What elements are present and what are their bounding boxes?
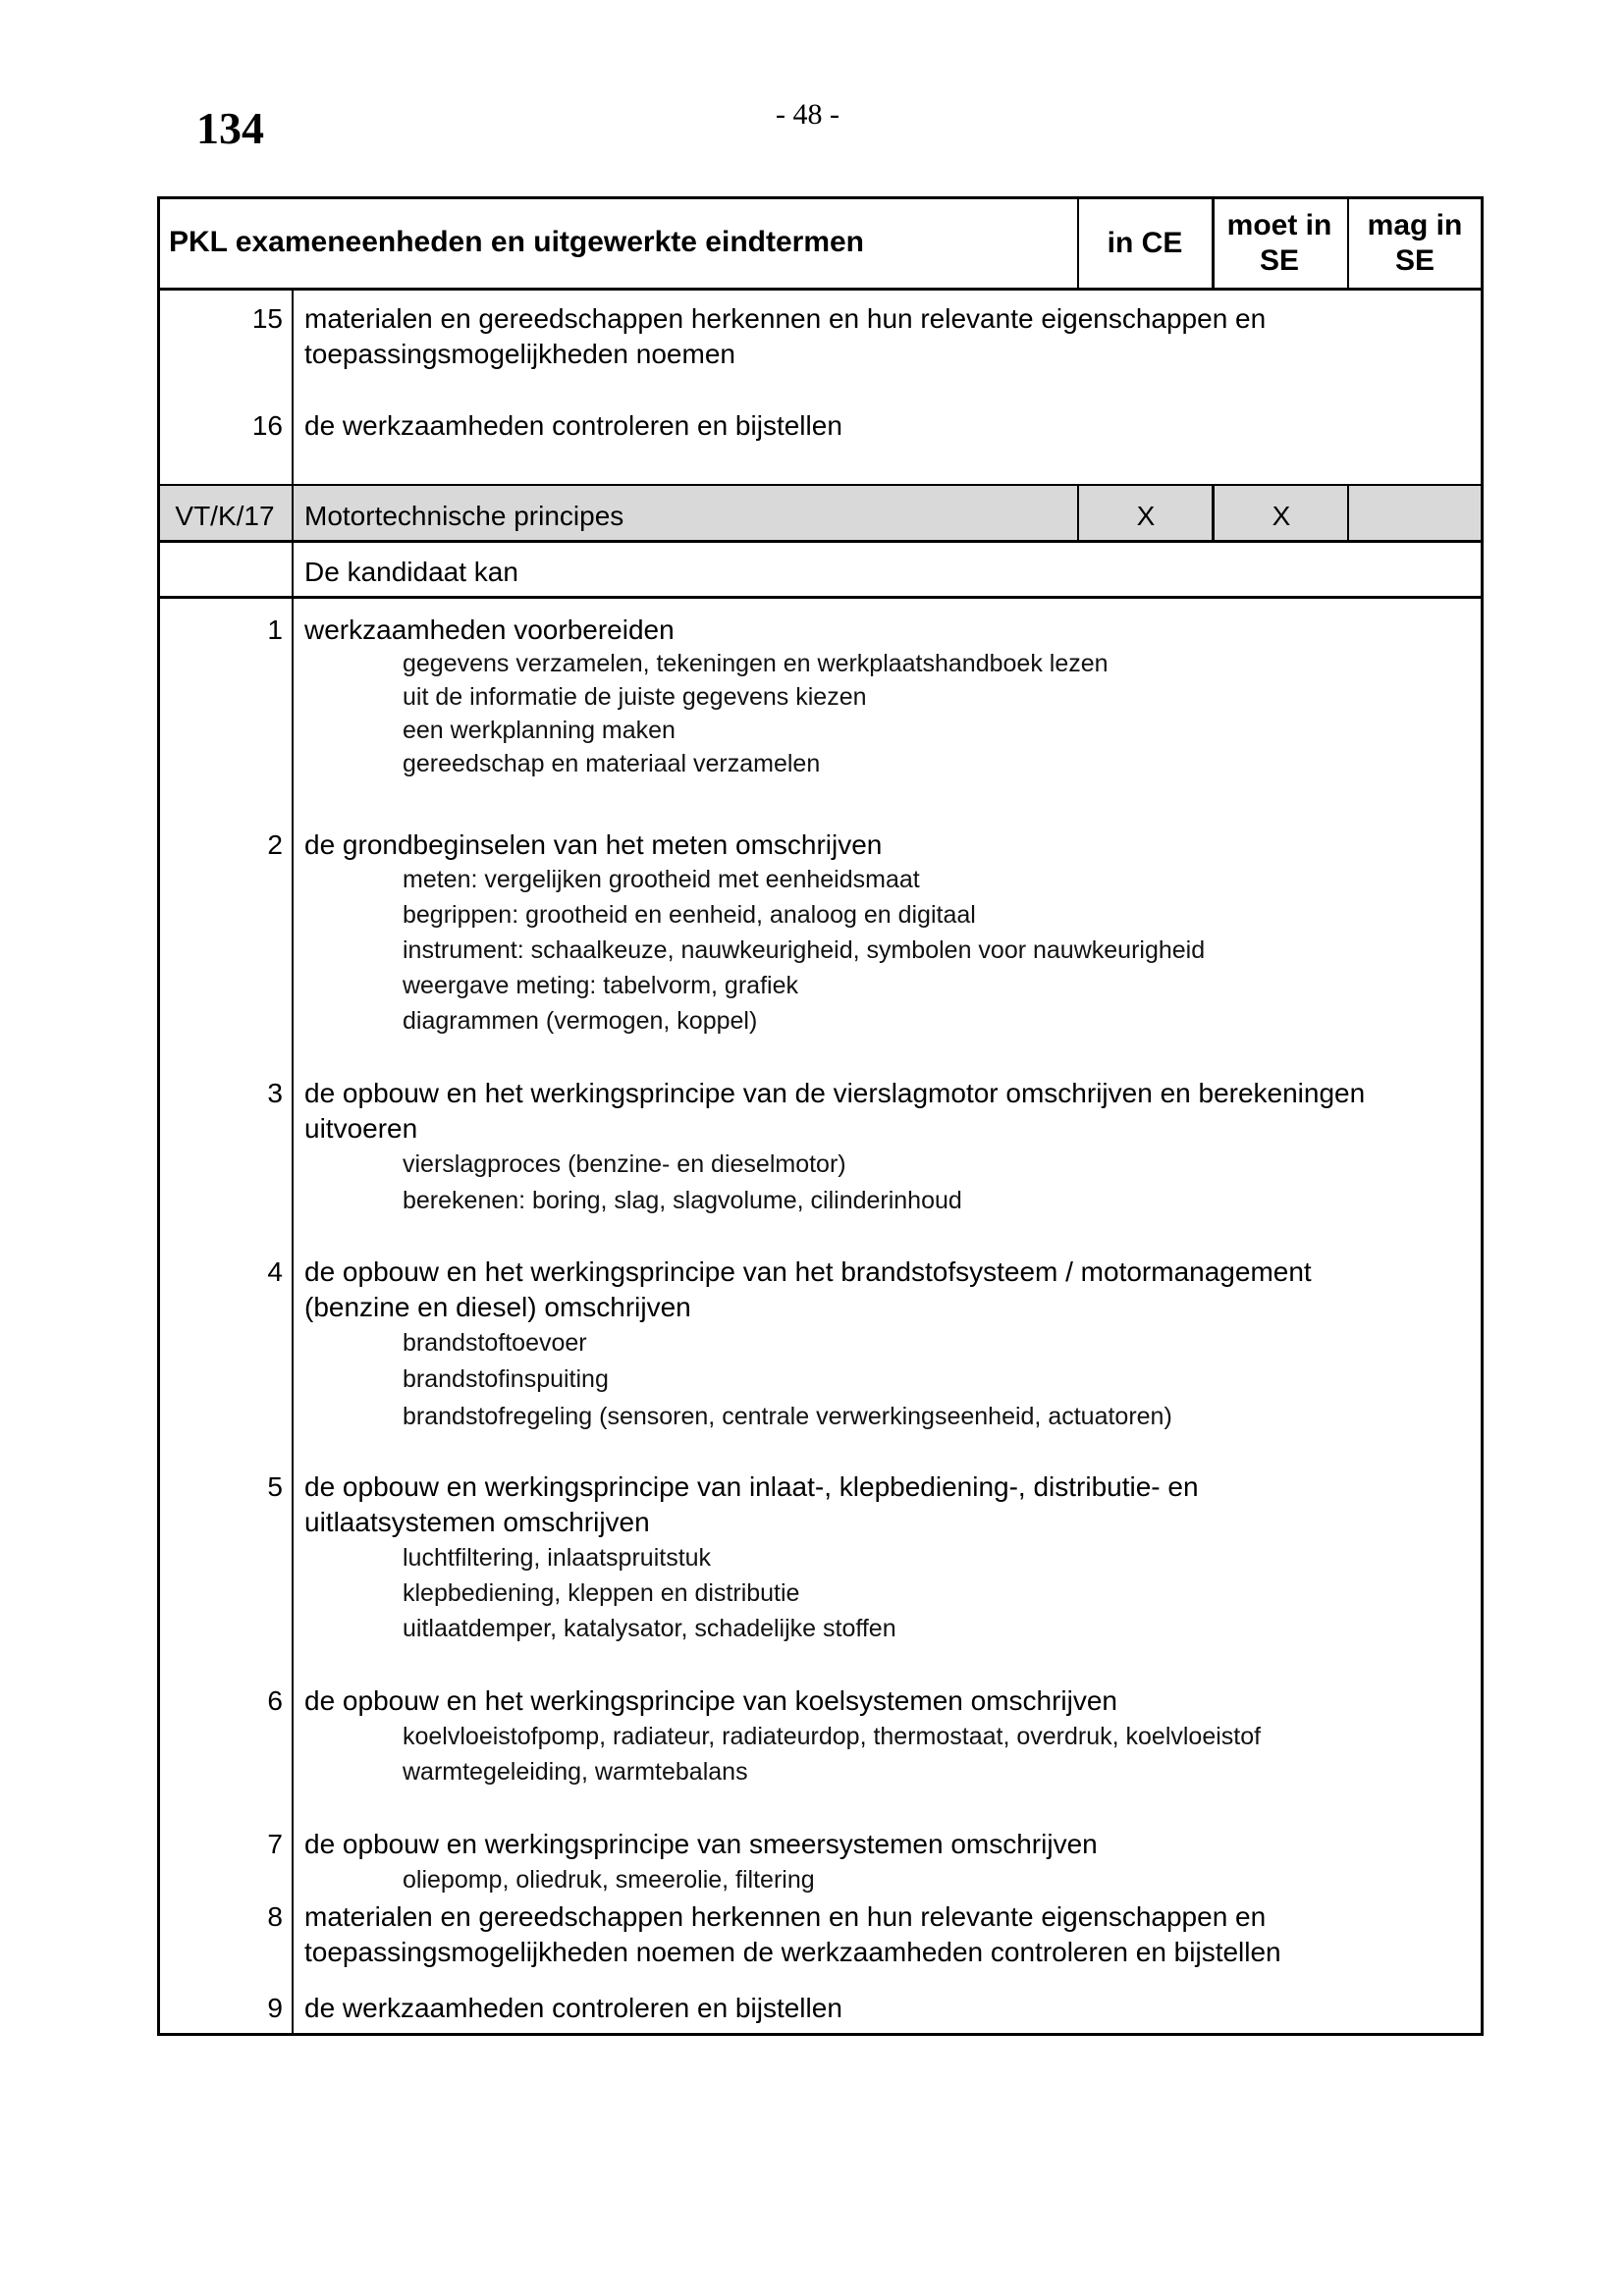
item-text: de opbouw en werkingsprincipe van smeersystemen omschrijven <box>304 1829 1098 1859</box>
intro-row-divider <box>157 596 1484 599</box>
intro-text: De kandidaat kan <box>304 557 518 587</box>
sub-item-text: diagrammen (vermogen, koppel) <box>403 1007 758 1035</box>
item-number: 15 <box>251 303 283 334</box>
item-number: 1 <box>267 614 283 645</box>
sub-item-text: oliepomp, oliedruk, smeerolie, filtering <box>403 1866 815 1894</box>
item-text: de opbouw en het werkingsprincipe van de vierslagmotor omschrijven en berekeningen <box>304 1078 1366 1108</box>
sub-item-text: weergave meting: tabelvorm, grafiek <box>403 972 798 999</box>
item-text: de grondbeginselen van het meten omschrijven <box>304 829 883 860</box>
item-text: materialen en gereedschappen herkennen en hun relevante eigenschappen en <box>304 1901 1267 1932</box>
sub-item-text: uitlaatdemper, katalysator, schadelijke stoffen <box>403 1615 896 1642</box>
sub-item-text: berekenen: boring, slag, slagvolume, cilinderinhoud <box>403 1187 962 1214</box>
sub-item-text: warmtegeleiding, warmtebalans <box>403 1758 748 1786</box>
unit-row-bottom-divider <box>157 540 1484 543</box>
item-text: uitlaatsystemen omschrijven <box>304 1507 650 1537</box>
item-text: de opbouw en het werkingsprincipe van koelsystemen omschrijven <box>304 1685 1117 1716</box>
item-number: 4 <box>267 1256 283 1287</box>
item-number: 8 <box>267 1901 283 1932</box>
sub-item-text: brandstofinspuiting <box>403 1365 609 1393</box>
item-text: werkzaamheden voorbereiden <box>304 614 675 645</box>
header-moet-in-se: moet in SE <box>1226 209 1332 277</box>
sub-item-text: begrippen: grootheid en eenheid, analoog en digitaal <box>403 901 976 929</box>
header-mag-in-se: mag in SE <box>1367 209 1463 277</box>
sub-item-text: een werkplanning maken <box>403 717 676 744</box>
outer-page-number: 134 <box>196 103 264 153</box>
item-text: de opbouw en het werkingsprincipe van het brandstofsysteem / motormanagement <box>304 1256 1312 1287</box>
item-number: 5 <box>267 1471 283 1502</box>
item-text: materialen en gereedschappen herkennen en hun relevante eigenschappen en <box>304 303 1267 334</box>
sub-item-text: brandstofregeling (sensoren, centrale verwerkingseenheid, actuatoren) <box>403 1403 1172 1430</box>
item-number: 6 <box>267 1685 283 1716</box>
inner-page-number: - 48 - <box>776 98 839 131</box>
item-text: toepassingsmogelijkheden noemen <box>304 339 735 369</box>
item-text: uitvoeren <box>304 1113 418 1144</box>
item-text: toepassingsmogelijkheden noemen de werkzaamheden controleren en bijstellen <box>304 1937 1281 1967</box>
unit-moet-in-se-mark: X <box>1272 501 1291 531</box>
sub-item-text: meten: vergelijken grootheid met eenheidsmaat <box>403 866 920 893</box>
sub-item-text: klepbediening, kleppen en distributie <box>403 1579 800 1607</box>
unit-in-ce-mark: X <box>1136 501 1156 531</box>
sub-item-text: brandstoftoevoer <box>403 1329 587 1357</box>
sub-item-text: gereedschap en materiaal verzamelen <box>403 750 821 777</box>
table-header-title: PKL exameneenheden en uitgewerkte eindtermen <box>169 226 865 258</box>
number-column-divider <box>292 289 294 2036</box>
unit-title: Motortechnische principes <box>304 501 624 531</box>
item-number: 3 <box>267 1078 283 1108</box>
item-number: 9 <box>267 1993 283 2023</box>
sub-item-text: instrument: schaalkeuze, nauwkeurigheid, symbolen voor nauwkeurigheid <box>403 936 1206 964</box>
header-divider <box>157 288 1484 291</box>
sub-item-text: uit de informatie de juiste gegevens kiezen <box>403 683 867 711</box>
sub-item-text: vierslagproces (benzine- en dieselmotor) <box>403 1150 846 1178</box>
item-text: de werkzaamheden controleren en bijstellen <box>304 410 842 441</box>
item-text: de werkzaamheden controleren en bijstellen <box>304 1993 842 2023</box>
sub-item-text: koelvloeistofpomp, radiateur, radiateurdop, thermostaat, overdruk, koelvloeistof <box>403 1723 1262 1750</box>
unit-code: VT/K/17 <box>175 501 275 531</box>
item-number: 7 <box>267 1829 283 1859</box>
sub-item-text: gegevens verzamelen, tekeningen en werkplaatshandboek lezen <box>403 650 1109 677</box>
unit-row-top-divider <box>157 484 1484 486</box>
sub-item-text: luchtfiltering, inlaatspruitstuk <box>403 1544 712 1572</box>
header-in-ce: in CE <box>1107 227 1183 259</box>
item-number: 16 <box>251 410 283 441</box>
item-text: (benzine en diesel) omschrijven <box>304 1292 691 1322</box>
item-number: 2 <box>267 829 283 860</box>
item-text: de opbouw en werkingsprincipe van inlaat-, klepbediening-, distributie- en <box>304 1471 1199 1502</box>
